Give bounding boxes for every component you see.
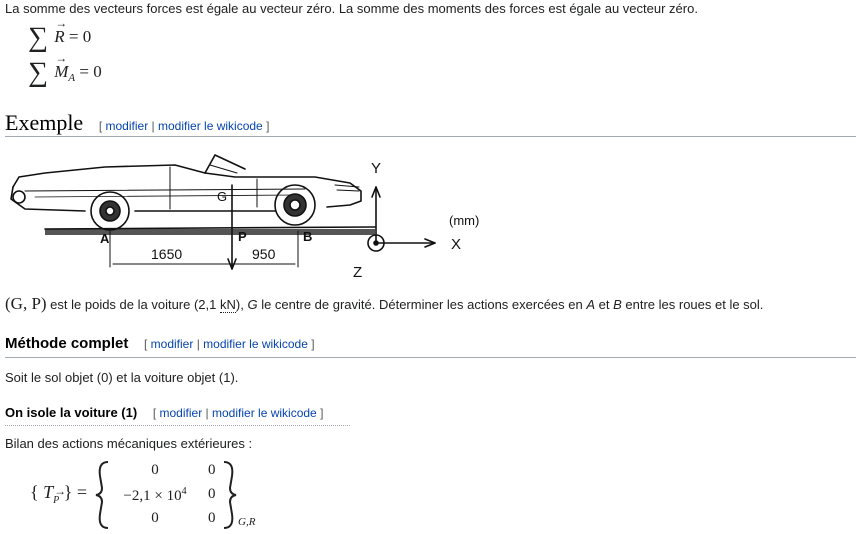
math-G-P: (G, P) [5,294,47,313]
vector-R: → R [54,27,64,47]
torseur-lhs: { T→ P } = [30,482,87,506]
equation-rhs: = 0 [79,62,102,81]
torseur-point-subscript: G,R [238,516,256,528]
edit-separator: | [205,406,209,420]
description-part: et [595,297,614,312]
edit-bracket-open: [ [143,337,148,351]
edit-bracket-open: [ [98,119,103,133]
torseur-T: T [43,482,54,502]
edit-separator: | [196,337,200,351]
equation-rhs: = 0 [68,27,92,46]
edit-section-links [153,406,324,420]
description-part: le centre de gravité. Déterminer les actions exercées en [257,297,587,312]
heading-dotted-rule [5,425,350,426]
edit-wikicode-link[interactable]: modifier le wikicode [203,337,308,351]
matrix-cell: 0 [151,462,159,478]
description-part: est le poids de la voiture (2,1 [46,297,220,312]
equation-sum-forces [28,22,92,53]
heading-rule [5,357,856,358]
heading-methode [5,335,315,352]
unit-note: (mm) [449,213,480,228]
vector-M: → M [54,62,68,82]
moment-subscript: A [68,72,76,84]
description-A: A [586,297,596,312]
torseur-subscript-P: → P [53,495,59,506]
windshield [205,155,245,173]
edit-modifier-link[interactable]: modifier [150,337,194,351]
edit-bracket-close: ] [320,406,324,420]
edit-section-links [99,119,270,133]
heading-rule [5,136,856,137]
sol-text: Soit le sol objet (0) et la voiture objet (1). [5,370,239,385]
label-P: P [238,229,247,244]
heading-isole-title: On isole la voiture (1) [5,405,138,420]
dimension-left: 1650 [151,246,183,262]
label-G: G [217,189,228,204]
matrix-cell: $-2,1 \times 10^4$ [123,486,187,504]
edit-modifier-link[interactable]: modifier [105,119,149,133]
car-diagram [5,143,505,285]
edit-bracket-open: [ [152,406,157,420]
description-part: ), [235,297,248,312]
torseur-equals: = [76,482,88,502]
edit-section-links [144,337,315,351]
matrix-cell: 0 [208,510,216,526]
car-body-top [13,165,361,207]
description-G: G [247,297,258,312]
dimension-right: 950 [252,246,276,262]
edit-bracket-close: ] [266,119,270,133]
equation-sum-moments [28,57,102,88]
label-A: A [100,231,110,246]
sum-symbol: ∑ [28,57,48,88]
axis-x-label: X [451,236,462,253]
intro-text: La somme des vecteurs forces est égale au vecteur zéro. La somme des moments des forces est égale au vecteur zéro. [5,1,698,16]
heading-methode-title: Méthode complet [5,335,129,352]
matrix-cell: 0 [151,510,159,526]
matrix-cell: 0 [208,486,216,502]
axis-y-label: Y [371,160,382,177]
axis-z-label: Z [353,264,363,281]
heading-isole [5,405,323,420]
matrix-cell: 0 [208,462,216,478]
bilan-text: Bilan des actions mécaniques extérieures : [5,436,253,451]
heading-exemple-title: Exemple [5,110,84,135]
heading-exemple [5,110,269,136]
edit-wikicode-link[interactable]: modifier le wikicode [158,119,263,133]
unit-kn: kN [220,297,236,312]
ground-hatch [45,229,375,235]
description-part: entre les roues et le sol. [621,297,764,312]
edit-bracket-close: ] [311,337,315,351]
label-B: B [303,229,313,244]
edit-separator: | [151,119,155,133]
matrix-exponent: 4 [181,486,187,497]
description-text [5,296,763,313]
sum-symbol: ∑ [28,22,48,53]
edit-modifier-link[interactable]: modifier [159,406,203,420]
edit-wikicode-link[interactable]: modifier le wikicode [212,406,317,420]
description-B: B [613,297,622,312]
